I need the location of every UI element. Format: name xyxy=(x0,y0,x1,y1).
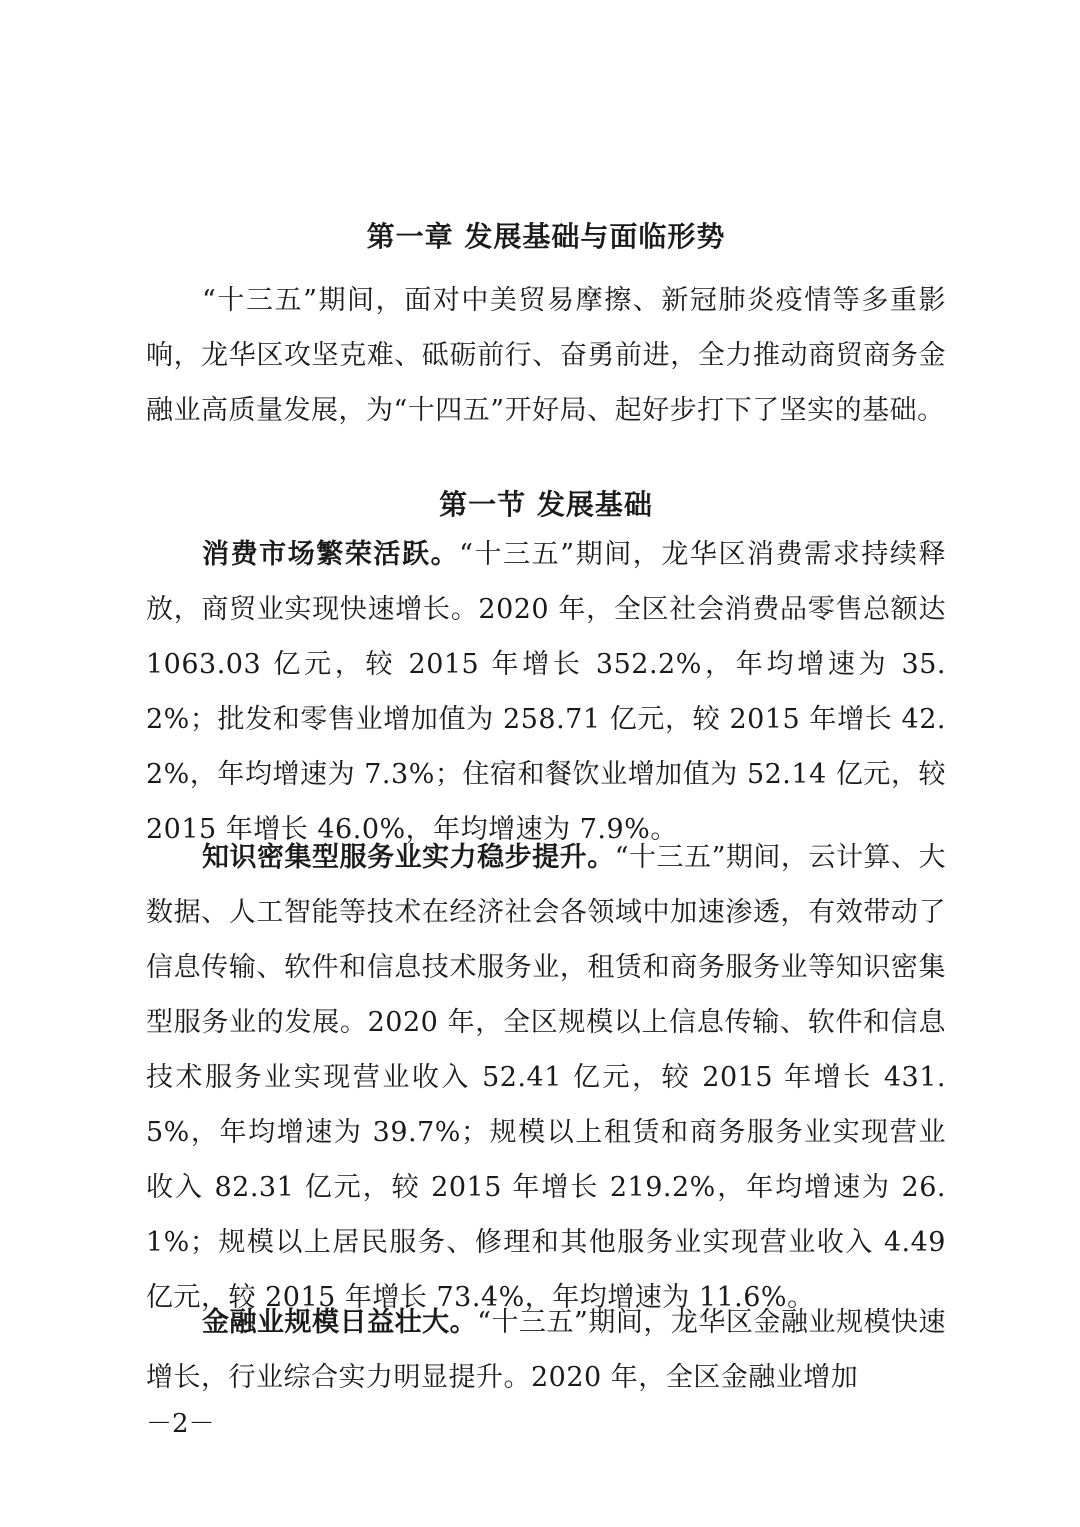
paragraph-consumer-market xyxy=(146,527,946,857)
paragraph-knowledge-services xyxy=(146,830,946,1325)
page-number: －2－ xyxy=(146,1409,215,1439)
paragraph-finance xyxy=(146,1295,946,1405)
paragraph-lead: 知识密集型服务业实力稳步提升。 xyxy=(202,842,615,873)
paragraph-body: “十三五”期间，龙华区金融业规模快速增长，行业综合实力明显提升。2020 年，全区金融业增加 xyxy=(146,1307,947,1393)
paragraph-lead: 金融业规模日益壮大。 xyxy=(202,1307,478,1338)
paragraph-lead: 消费市场繁荣活跃。 xyxy=(202,539,460,570)
chapter-title: 第一章 发展基础与面临形势 xyxy=(366,220,726,253)
paragraph-body: “十三五”期间，龙华区消费需求持续释放，商贸业实现快速增长。2020 年，全区社会消费品零售总额达 1063.03 亿元，较 2015 年增长 352.2%，年均增速为 35.2%；批发和零售业增加值为 258.71 亿元，较 2015 年增长 42.2%，年均增速为 7.3%；住宿和餐饮业增加值为 52.14 亿元，较 2015 年增长 46.0%，年均增速为 7.9%。 xyxy=(146,539,946,845)
paragraph-body: “十三五”期间，云计算、大数据、人工智能等技术在经济社会各领域中加速渗透，有效带动了信息传输、软件和信息技术服务业，租赁和商务服务业等知识密集型服务业的发展。2020 年，全区规模以上信息传输、软件和信息技术服务业实现营业收入 52.41 亿元，较 2015 年增长 431.5%，年均增速为 39.7%；规模以上租赁和商务服务业实现营业收入 82.31 亿元，较 2015 年增长 219.2%，年均增速为 26.1%；规模以上居民服务、修理和其他服务业实现营业收入 4.49 亿元，较 2015 年增长 73.4%，年均增速为 11.6%。 xyxy=(146,842,946,1313)
document-page xyxy=(146,0,946,1527)
intro-paragraph: “十三五”期间，面对中美贸易摩擦、新冠肺炎疫情等多重影响，龙华区攻坚克难、砥砺前行、奋勇前进，全力推动商贸商务金融业高质量发展，为“十四五”开好局、起好步打下了坚实的基础。 xyxy=(146,285,946,426)
section-title: 第一节 发展基础 xyxy=(439,488,653,521)
